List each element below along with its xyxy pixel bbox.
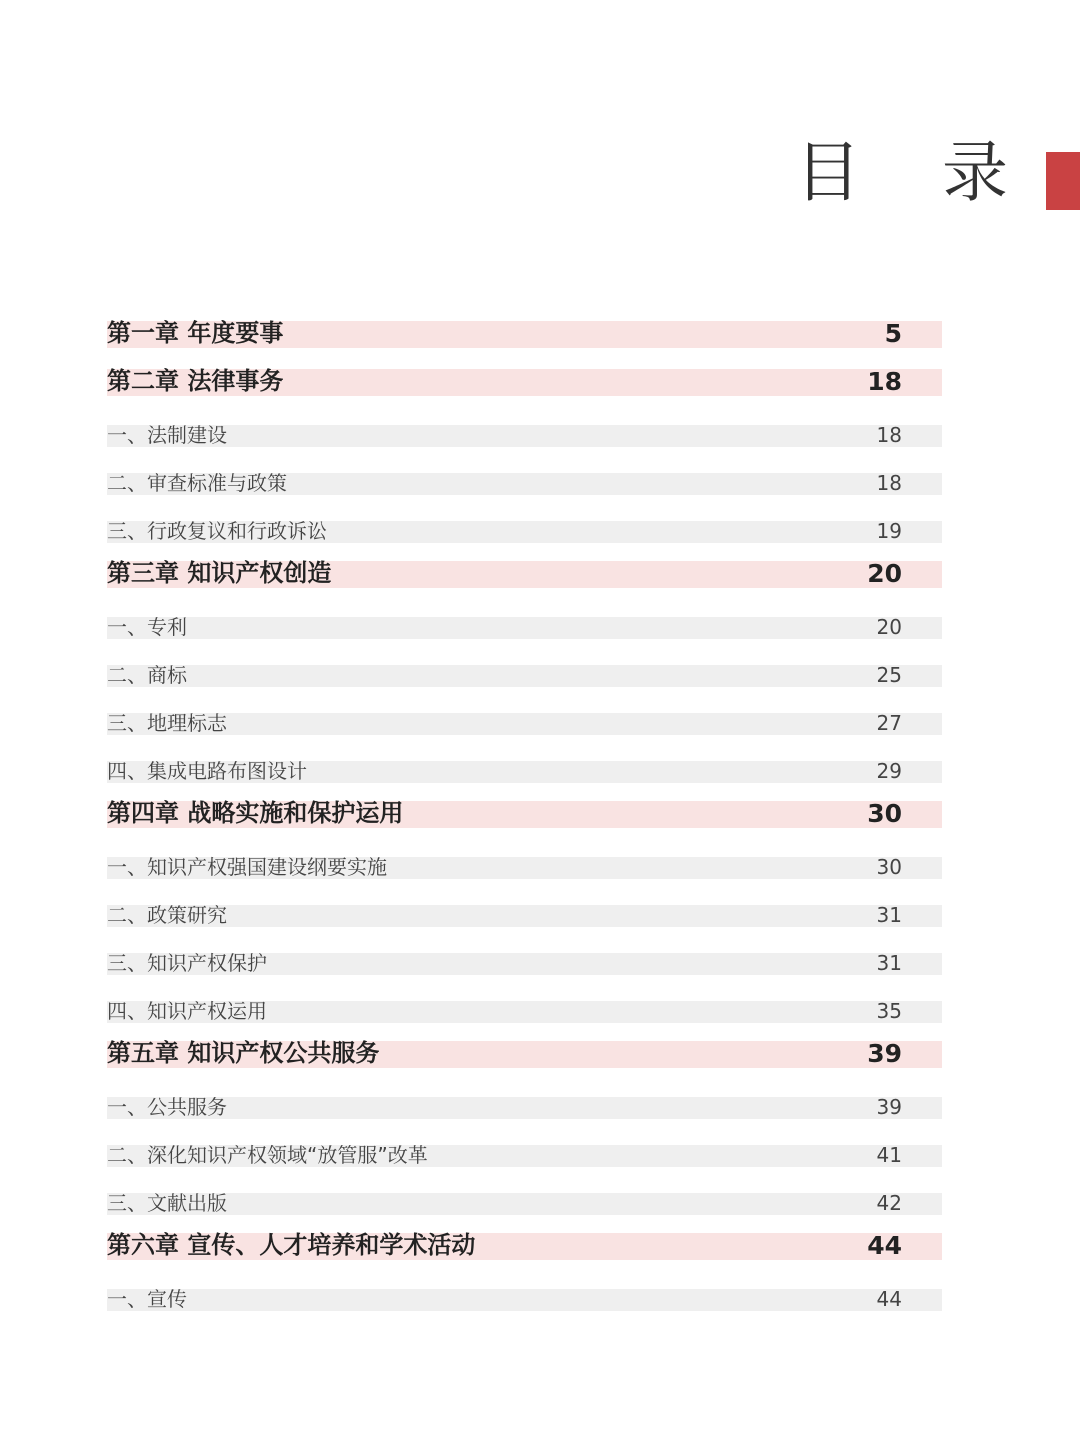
page-number: 30 [867, 799, 902, 828]
toc-chapter-entry[interactable] [107, 368, 942, 416]
toc-section-entry[interactable] [107, 608, 942, 656]
section-title: 二、深化知识产权领域“放管服”改革 [107, 1143, 428, 1167]
section-title: 四、集成电路布图设计 [107, 759, 307, 783]
chapter-title: 第二章 法律事务 [107, 367, 284, 395]
page-number: 29 [876, 759, 902, 783]
toc-section-entry[interactable] [107, 944, 942, 992]
toc-section-entry[interactable] [107, 848, 942, 896]
table-of-contents [107, 320, 942, 1328]
section-title: 二、商标 [107, 663, 187, 687]
section-highlight-band [107, 1097, 942, 1119]
toc-section-entry[interactable] [107, 1088, 942, 1136]
page-number: 39 [876, 1095, 902, 1119]
page-number: 20 [876, 615, 902, 639]
toc-chapter-entry[interactable] [107, 560, 942, 608]
toc-section-entry[interactable] [107, 416, 942, 464]
page-number: 18 [876, 471, 902, 495]
section-title: 三、文献出版 [107, 1191, 227, 1215]
toc-section-entry[interactable] [107, 1280, 942, 1328]
section-title: 二、政策研究 [107, 903, 227, 927]
page-number: 44 [867, 1231, 902, 1260]
toc-section-entry[interactable] [107, 896, 942, 944]
section-title: 三、地理标志 [107, 711, 227, 735]
toc-chapter-entry[interactable] [107, 320, 942, 368]
section-title: 三、行政复议和行政诉讼 [107, 519, 327, 543]
title-accent-bar [1046, 152, 1080, 210]
section-highlight-band [107, 1289, 942, 1311]
page-number: 31 [876, 951, 902, 975]
section-highlight-band [107, 425, 942, 447]
page-title: 目 录 [795, 134, 1038, 211]
page-number: 18 [867, 367, 902, 396]
section-title: 一、专利 [107, 615, 187, 639]
toc-chapter-entry[interactable] [107, 800, 942, 848]
section-title: 三、知识产权保护 [107, 951, 267, 975]
toc-section-entry[interactable] [107, 464, 942, 512]
page-number: 35 [876, 999, 902, 1023]
toc-section-entry[interactable] [107, 1136, 942, 1184]
section-highlight-band [107, 617, 942, 639]
page-number: 44 [876, 1287, 902, 1311]
toc-section-entry[interactable] [107, 752, 942, 800]
section-title: 一、法制建设 [107, 423, 227, 447]
page-number: 39 [867, 1039, 902, 1068]
toc-section-entry[interactable] [107, 704, 942, 752]
page-number: 5 [884, 319, 902, 348]
toc-section-entry[interactable] [107, 992, 942, 1040]
page-number: 31 [876, 903, 902, 927]
chapter-title: 第三章 知识产权创造 [107, 559, 332, 587]
section-title: 一、知识产权强国建设纲要实施 [107, 855, 387, 879]
section-title: 一、公共服务 [107, 1095, 227, 1119]
toc-chapter-entry[interactable] [107, 1232, 942, 1280]
page-number: 41 [876, 1143, 902, 1167]
page-number: 27 [876, 711, 902, 735]
chapter-title: 第一章 年度要事 [107, 319, 284, 347]
page-number: 18 [876, 423, 902, 447]
toc-section-entry[interactable] [107, 1184, 942, 1232]
section-title: 二、审查标准与政策 [107, 471, 287, 495]
toc-section-entry[interactable] [107, 512, 942, 560]
section-highlight-band [107, 713, 942, 735]
chapter-title: 第六章 宣传、人才培养和学术活动 [107, 1231, 476, 1259]
toc-section-entry[interactable] [107, 656, 942, 704]
section-title: 一、宣传 [107, 1287, 187, 1311]
section-highlight-band [107, 905, 942, 927]
toc-chapter-entry[interactable] [107, 1040, 942, 1088]
section-title: 四、知识产权运用 [107, 999, 267, 1023]
page-number: 19 [876, 519, 902, 543]
page-number: 30 [876, 855, 902, 879]
page-number: 25 [876, 663, 902, 687]
chapter-title: 第五章 知识产权公共服务 [107, 1039, 380, 1067]
section-highlight-band [107, 1193, 942, 1215]
chapter-title: 第四章 战略实施和保护运用 [107, 799, 404, 827]
page-header [0, 0, 1080, 240]
page-number: 42 [876, 1191, 902, 1215]
section-highlight-band [107, 665, 942, 687]
page-number: 20 [867, 559, 902, 588]
